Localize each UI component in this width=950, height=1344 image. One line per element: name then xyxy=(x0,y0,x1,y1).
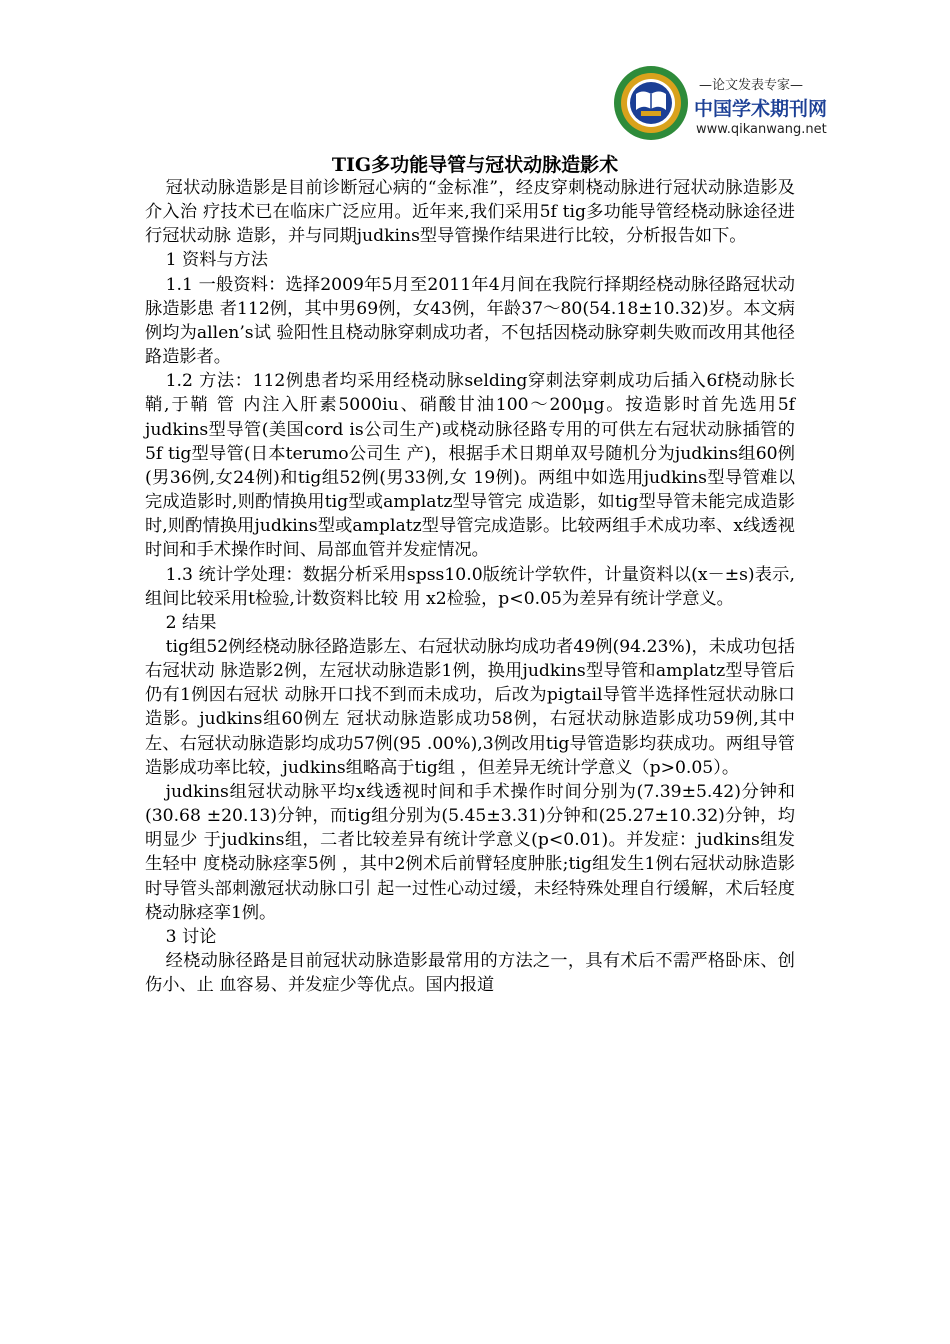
logo-name: 中国学术期刊网 xyxy=(694,98,828,120)
paragraph-results-2: judkins组冠状动脉平均x线透视时间和手术操作时间分别为(7.39±5.42)分钟和(30.68 ±20.13)分钟，而tig组分别为(5.45±3.31)分钟和(25.27±10.32)分钟，均明显少 于judkins组，二者比较差异有统计学意义(p<0.01)。并发症：judkins组发生轻中 度桡动脉痉挛5例 ，其中2例术后前臂轻度肿胀;tig组发生1例右冠状动脉造影时导管头部刺激冠状动脉口引 起一过性心动过缓，未经特殊处理自行缓解，术后轻度桡动脉痉挛1例。 xyxy=(145,781,795,923)
article-body xyxy=(145,176,795,997)
logo-url: www.qikanwang.net xyxy=(696,122,827,137)
logo-tagline: —论文发表专家— xyxy=(698,78,803,93)
journal-emblem-icon xyxy=(612,64,690,142)
paragraph-general-data: 1.1 一般资料：选择2009年5月至2011年4月间在我院行择期经桡动脉径路冠状动脉造影患 者112例，其中男69例，女43例，年龄37～80(54.18±10.32)岁。本文病例均为allen’s试 验阳性且桡动脉穿刺成功者，不包括因桡动脉穿刺失败而改用其他径路造影者。 xyxy=(145,274,795,368)
paragraph-statistics: 1.3 统计学处理：数据分析采用spss10.0版统计学软件，计量资料以(x－±s)表示,组间比较采用t检验,计数资料比较 用 x2检验，p<0.05为差异有统计学意义。 xyxy=(145,564,795,609)
document-title: TIG多功能导管与冠状动脉造影术 xyxy=(331,154,619,176)
section-heading-materials: 1 资料与方法 xyxy=(165,250,268,271)
paragraph-results-1: tig组52例经桡动脉径路造影左、右冠状动脉均成功者49例(94.23%)，未成功包括右冠状动 脉造影2例，左冠状动脉造影1例，换用judkins型导管和amplatz型导管后仍有1例因右冠状 动脉开口找不到而未成功，后改为pigtail导管半选择性冠状动脉口造影。judkins组60例左 冠状动脉造影成功58例，右冠状动脉造影成功59例,其中左、右冠状动脉造影均成功57例(95 .00%),3例改用tig导管造影均获成功。两组导管造影成功率比较，judkins组略高于tig组 ，但差异无统计学意义（p>0.05）。 xyxy=(145,636,795,778)
paragraph-methods: 1.2 方法：112例患者均采用经桡动脉selding穿刺法穿刺成功后插入6f桡动脉长鞘,于鞘 管 内注入肝素5000iu、硝酸甘油100～200μg。按造影时首先选用5f judkins型导管(美国cord is公司生产)或桡动脉径路专用的可供左右冠状动脉插管的5f tig型导管(日本terumo公司生 产)，根据手术日期单双号随机分为judkins组60例(男36例,女24例)和tig组52例(男33例,女 19例)。两组中如选用judkins型导管难以完成造影时,则酌情换用tig型或amplatz型导管完 成造影，如tig型导管未能完成造影时,则酌情换用judkins型或amplatz型导管完成造影。比较两组手术成功率、x线透视时间和手术操作时间、局部血管并发症情况。 xyxy=(145,371,795,561)
section-heading-discussion: 3 讨论 xyxy=(165,926,217,947)
section-heading-results: 2 结果 xyxy=(165,612,217,633)
journal-logo xyxy=(612,64,828,148)
paragraph-discussion: 经桡动脉径路是目前冠状动脉造影最常用的方法之一，具有术后不需严格卧床、创伤小、止 血容易、并发症少等优点。国内报道 xyxy=(145,951,795,996)
paragraph-intro: 冠状动脉造影是目前诊断冠心病的“金标准”，经皮穿刺桡动脉进行冠状动脉造影及介入治 疗技术已在临床广泛应用。近年来,我们采用5f tig多功能导管经桡动脉途径进行冠状动脉 造影，并与同期judkins型导管操作结果进行比较，分析报告如下。 xyxy=(145,178,795,247)
